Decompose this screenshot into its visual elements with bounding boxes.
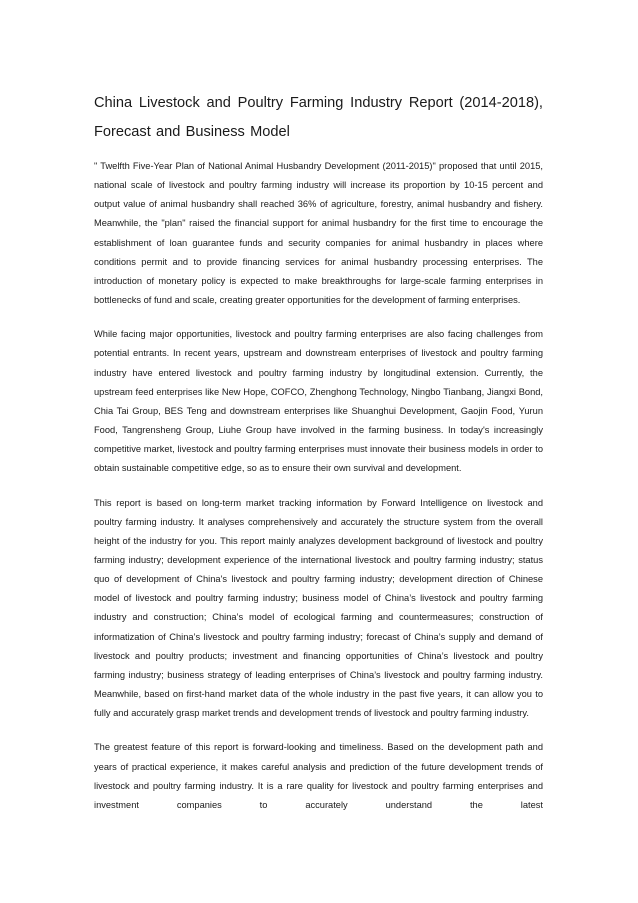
paragraph-report-feature: The greatest feature of this report is forward-looking and timeliness. Based on the development path and years of practical experience, it makes careful analysis and prediction of the future development trends of livestock and poultry farming industry. It is a rare quality for livestock and poultry farming enterprises and investment companies to accurately understand the latest [94, 742, 543, 810]
document-body [94, 89, 543, 815]
document-title: China Livestock and Poultry Farming Industry Report (2014-2018), Forecast and Business Model [94, 95, 543, 140]
paragraph-plan: " Twelfth Five-Year Plan of National Animal Husbandry Development (2011-2015)" proposed that until 2015, national scale of livestock and poultry farming industry will increase its proportion by 10-15 percent and output value of animal husbandry shall reached 36% of agriculture, forestry, animal husbandry and fishery. Meanwhile, the "plan" raised the financial support for animal husbandry for the first time to encourage the establishment of loan guarantee funds and security companies for animal husbandry in places where conditions permit and to provide financing services for animal husbandry processing enterprises. The introduction of monetary policy is expected to make breakthroughs for large-scale farming enterprises in bottlenecks of fund and scale, creating greater opportunities for the development of farming enterprises. [94, 161, 543, 306]
paragraph-report-scope: This report is based on long-term market tracking information by Forward Intelligence on livestock and poultry farming industry. It analyses comprehensively and accurately the structure system from the overall height of the industry for you. This report mainly analyzes development background of livestock and poultry farming industry; development experience of the international livestock and poultry farming industry; status quo of development of China's livestock and poultry farming industry; development direction of Chinese model of livestock and poultry farming industry; business model of China’s livestock and poultry farming industry and construction; China’s model of ecological farming and countermeasures; construction of informatization of China’s livestock and poultry farming industry; forecast of China’s supply and demand of livestock and poultry products; investment and financing opportunities of China’s livestock and poultry farming industry; business strategy of leading enterprises of China’s livestock and poultry farming industry. Meanwhile, based on first-hand market data of the whole industry in the past five years, it can allow you to fully and accurately grasp market trends and development trends of livestock and poultry farming industry. [94, 497, 543, 719]
paragraph-challenges: While facing major opportunities, livestock and poultry farming enterprises are also facing challenges from potential entrants. In recent years, upstream and downstream enterprises of livestock and poultry farming industry have entered livestock and poultry farming industry by longitudinal extension. Currently, the upstream feed enterprises like New Hope, COFCO, Zhenghong Technology, Ningbo Tianbang, Jiangxi Bond, Chia Tai Group, BES Teng and downstream enterprises like Shuanghui Development, Gaojin Food, Yurun Food, Tangrensheng Group, Liuhe Group have involved in the farming business. In today's increasingly competitive market, livestock and poultry farming enterprises must innovate their business models in order to obtain sustainable competitive edge, so as to ensure their own survival and development. [94, 329, 543, 474]
